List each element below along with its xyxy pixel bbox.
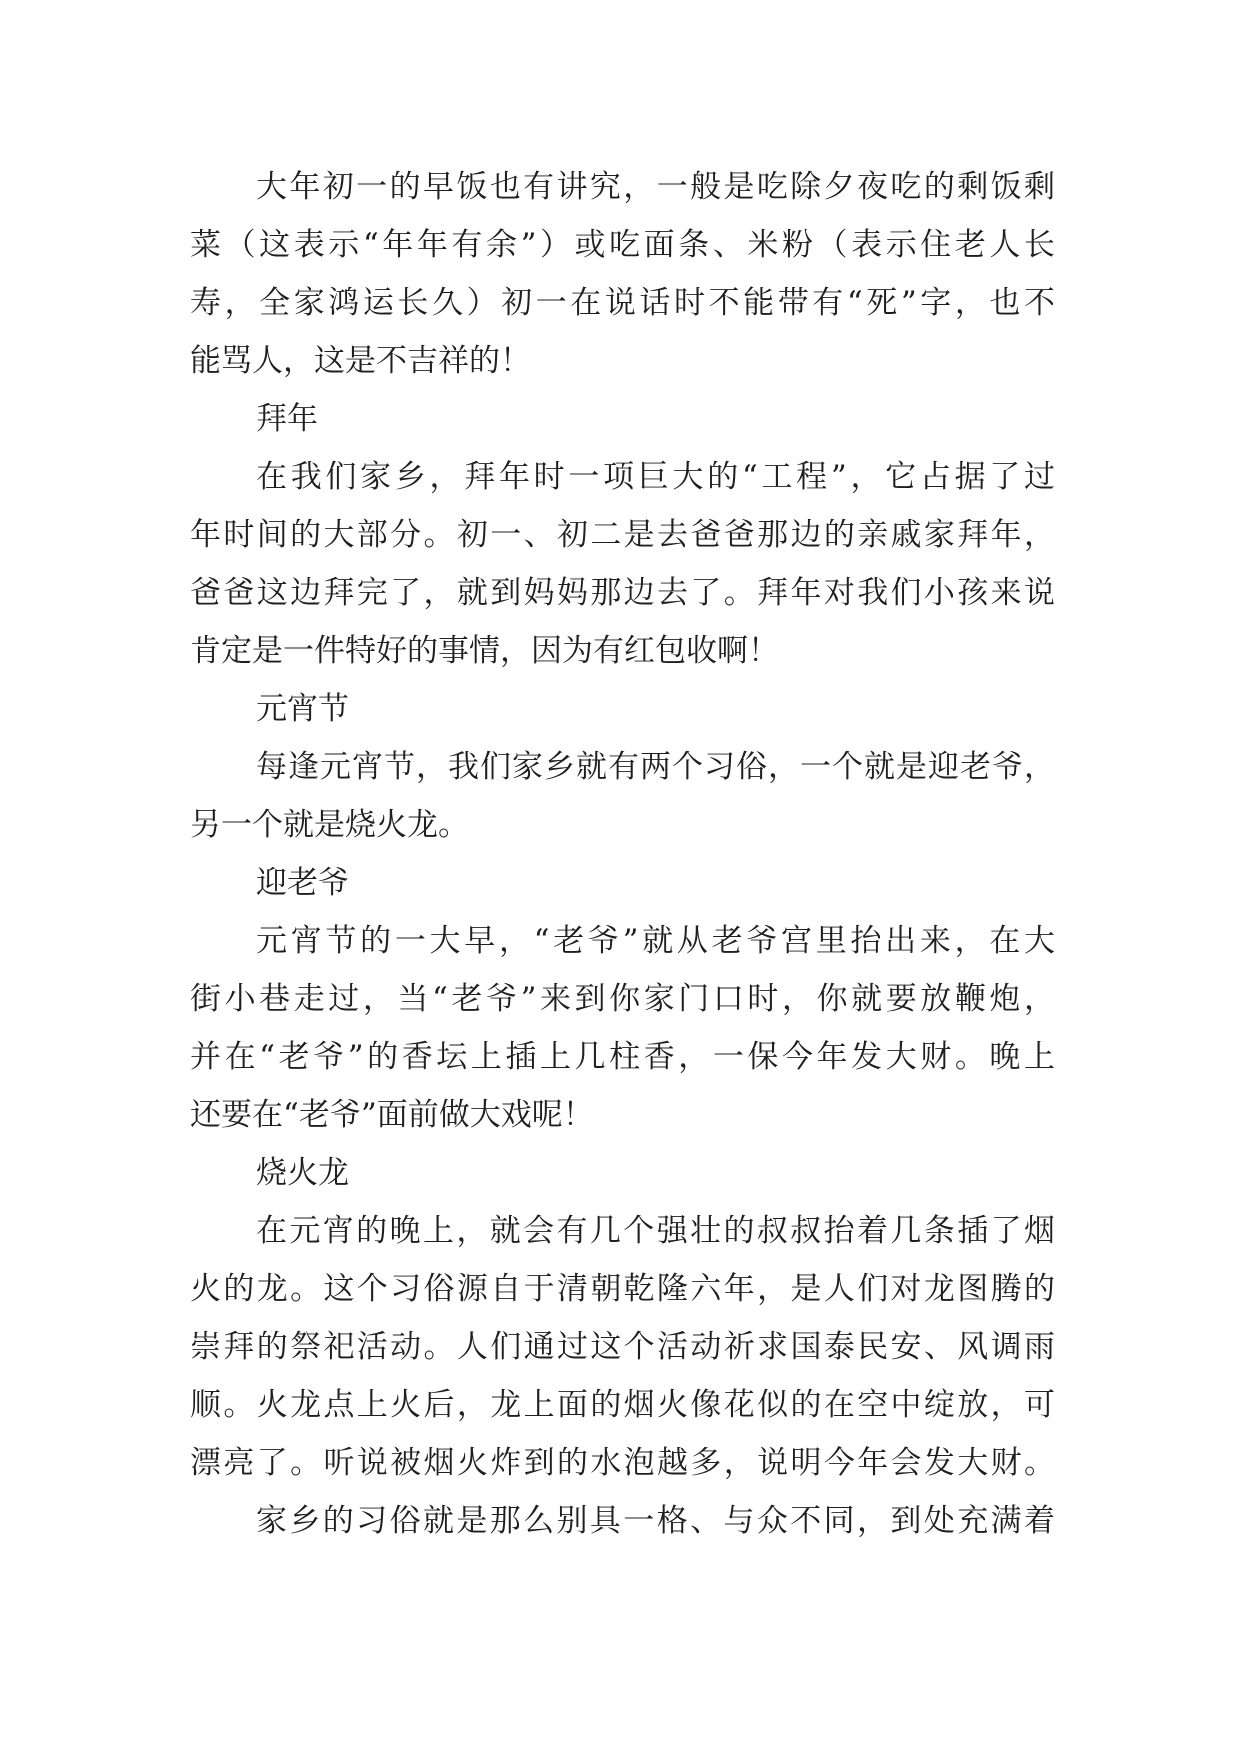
paragraph-2-line-1: 在我们家乡，拜年时一项巨大的“工程”，它占据了过: [256, 459, 1055, 495]
paragraph-5-line-1: 在元宵的晚上，就会有几个强壮的叔叔抬着几条插了烟: [256, 1213, 1055, 1249]
paragraph-1-line-2: 菜（这表示“年年有余”）或吃面条、米粉（表示住老人长: [190, 227, 1055, 263]
paragraph-3-line-1: 每逢元宵节，我们家乡就有两个习俗，一个就是迎老爷，: [256, 749, 1055, 785]
paragraph-2-line-3: 爸爸这边拜完了，就到妈妈那边去了。拜年对我们小孩来说: [190, 575, 1055, 611]
paragraph-5-line-2: 火的龙。这个习俗源自于清朝乾隆六年，是人们对龙图腾的: [190, 1271, 1055, 1307]
paragraph-4-line-3: 并在“老爷”的香坛上插上几柱香，一保今年发大财。晚上: [190, 1039, 1055, 1075]
paragraph-5-line-3: 崇拜的祭祀活动。人们通过这个活动祈求国泰民安、风调雨: [190, 1329, 1055, 1365]
section-heading-bainian: 拜年: [256, 401, 318, 437]
section-heading-shaohuolong: 烧火龙: [256, 1155, 349, 1191]
paragraph-5-line-5: 漂亮了。听说被烟火炸到的水泡越多，说明今年会发大财。: [190, 1445, 1055, 1481]
paragraph-2-line-2: 年时间的大部分。初一、初二是去爸爸那边的亲戚家拜年，: [190, 517, 1055, 553]
paragraph-4-line-1: 元宵节的一大早，“老爷”就从老爷宫里抬出来，在大: [256, 923, 1055, 959]
section-heading-yinglaoye: 迎老爷: [256, 865, 349, 901]
paragraph-4-line-4: 还要在“老爷”面前做大戏呢！: [190, 1097, 594, 1133]
document-body: [190, 158, 1055, 1550]
paragraph-5-line-4: 顺。火龙点上火后，龙上面的烟火像花似的在空中绽放，可: [190, 1387, 1055, 1423]
paragraph-6-line-1: 家乡的习俗就是那么别具一格、与众不同，到处充满着: [256, 1503, 1055, 1539]
paragraph-1-line-3: 寿，全家鸿运长久）初一在说话时不能带有“死”字，也不: [190, 285, 1055, 321]
paragraph-2-line-4: 肯定是一件特好的事情，因为有红包收啊！: [190, 633, 779, 669]
paragraph-1-line-1: 大年初一的早饭也有讲究，一般是吃除夕夜吃的剩饭剩: [256, 169, 1055, 205]
paragraph-3-line-2: 另一个就是烧火龙。: [190, 807, 469, 843]
paragraph-1-line-4: 能骂人，这是不吉祥的！: [190, 343, 531, 379]
section-heading-yuanxiaojie: 元宵节: [256, 691, 349, 727]
paragraph-4-line-2: 街小巷走过，当“老爷”来到你家门口时，你就要放鞭炮，: [190, 981, 1055, 1017]
